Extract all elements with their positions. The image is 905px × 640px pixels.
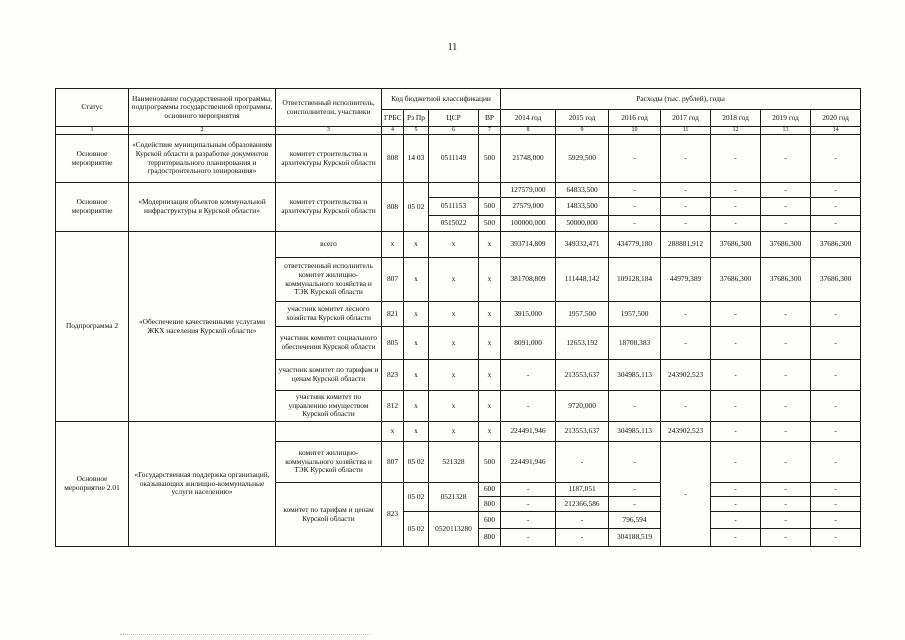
csr-cell: 0520113280 <box>429 512 479 547</box>
table-row <box>56 183 861 198</box>
vr-cell: 800 <box>479 529 501 547</box>
value-cell: 14833,500 <box>556 198 609 216</box>
header-status: Статус <box>56 89 129 127</box>
value-cell: - <box>609 198 661 216</box>
value-cell: 8091,000 <box>501 327 556 360</box>
value-cell: - <box>811 483 861 497</box>
scan-artifact-line <box>120 634 370 636</box>
header-budget-code: Код бюджетной классификации <box>382 89 501 110</box>
grbs-cell: 821 <box>382 302 404 327</box>
header-year: 2016 год <box>609 110 661 127</box>
header-grbs: ГРБС <box>382 110 404 127</box>
value-cell: - <box>609 483 661 497</box>
value-cell: 243902,523 <box>661 360 711 391</box>
value-cell: - <box>711 216 761 232</box>
header-expenses: Расходы (тыс. рублей), годы <box>501 89 861 110</box>
value-cell: - <box>811 512 861 529</box>
csr-cell: х <box>429 327 479 360</box>
vr-cell: х <box>479 360 501 391</box>
value-cell: - <box>711 135 761 183</box>
column-number: 1 <box>56 127 129 135</box>
value-cell: 111448,142 <box>556 258 609 302</box>
value-cell: 1957,500 <box>556 302 609 327</box>
executor-cell <box>276 422 382 442</box>
csr-cell: 0511153 <box>429 198 479 216</box>
value-cell: 243902,523 <box>661 422 711 442</box>
rzpr-cell: х <box>404 327 429 360</box>
column-number: 11 <box>661 127 711 135</box>
column-number: 3 <box>276 127 382 135</box>
csr-cell: х <box>429 258 479 302</box>
rzpr-cell: х <box>404 258 429 302</box>
value-cell: - <box>711 327 761 360</box>
vr-cell: х <box>479 391 501 422</box>
value-cell: - <box>711 183 761 198</box>
vr-cell: 600 <box>479 483 501 497</box>
value-cell: - <box>609 135 661 183</box>
value-cell: - <box>811 391 861 422</box>
value-cell: - <box>501 512 556 529</box>
column-number: 9 <box>556 127 609 135</box>
csr-cell: 0521328 <box>429 483 479 512</box>
value-cell: - <box>711 512 761 529</box>
value-cell: 12653,192 <box>556 327 609 360</box>
value-cell: 5929,500 <box>556 135 609 183</box>
value-cell-merged-2017: - <box>661 442 711 547</box>
rzpr-cell: 05 02 <box>404 442 429 483</box>
value-cell: - <box>556 529 609 547</box>
value-cell: 44979,389 <box>661 258 711 302</box>
grbs-cell: 812 <box>382 391 404 422</box>
csr-cell: 0515022 <box>429 216 479 232</box>
vr-cell: 600 <box>479 512 501 529</box>
vr-cell: 500 <box>479 442 501 483</box>
value-cell: - <box>711 391 761 422</box>
rzpr-cell: 14 03 <box>404 135 429 183</box>
value-cell: 224491,946 <box>501 442 556 483</box>
value-cell: - <box>661 327 711 360</box>
program-name-cell: «Содействие муниципальным образованиям Курской области в разработке документов территориального планирования и градостроительного зонирования» <box>129 135 276 183</box>
value-cell: - <box>711 360 761 391</box>
grbs-cell: 807 <box>382 258 404 302</box>
table-row <box>56 232 861 258</box>
value-cell: - <box>761 483 811 497</box>
value-cell: - <box>811 198 861 216</box>
rzpr-cell: х <box>404 232 429 258</box>
value-cell: - <box>811 529 861 547</box>
grbs-cell: х <box>382 422 404 442</box>
value-cell: 109128,184 <box>609 258 661 302</box>
value-cell: - <box>761 422 811 442</box>
value-cell: - <box>609 442 661 483</box>
value-cell: - <box>761 442 811 483</box>
value-cell: 434779,180 <box>609 232 661 258</box>
csr-cell <box>429 183 479 198</box>
value-cell: - <box>761 497 811 512</box>
value-cell: - <box>711 529 761 547</box>
value-cell: - <box>761 302 811 327</box>
rzpr-cell: х <box>404 391 429 422</box>
value-cell: - <box>661 135 711 183</box>
value-cell: 288881,912 <box>661 232 711 258</box>
value-cell: - <box>711 442 761 483</box>
grbs-cell: х <box>382 232 404 258</box>
header-year: 2019 год <box>761 110 811 127</box>
column-number: 5 <box>404 127 429 135</box>
csr-cell: 0511149 <box>429 135 479 183</box>
value-cell: 212366,586 <box>556 497 609 512</box>
executor-cell: комитет строительства и архитектуры Курской области <box>276 135 382 183</box>
value-cell: 1187,051 <box>556 483 609 497</box>
value-cell: 304985,113 <box>609 422 661 442</box>
header-row <box>56 89 861 110</box>
value-cell: - <box>609 497 661 512</box>
value-cell: 37686,300 <box>761 258 811 302</box>
value-cell: 27579,000 <box>501 198 556 216</box>
value-cell: - <box>761 512 811 529</box>
header-executor: Ответственный исполнитель, соисполнители, участники <box>276 89 382 127</box>
value-cell: 37686,300 <box>711 258 761 302</box>
grbs-cell: 805 <box>382 327 404 360</box>
vr-cell: 500 <box>479 135 501 183</box>
value-cell: - <box>711 483 761 497</box>
value-cell: - <box>761 391 811 422</box>
executor-cell: ответственный исполнитель комитет жилищно-коммунального хозяйства и ТЭК Курской области <box>276 258 382 302</box>
value-cell: - <box>761 135 811 183</box>
value-cell: - <box>556 512 609 529</box>
page-number: 11 <box>447 42 458 53</box>
value-cell: - <box>761 327 811 360</box>
value-cell: - <box>811 302 861 327</box>
status-cell: Подпрограмма 2 <box>56 232 129 422</box>
column-number: 13 <box>761 127 811 135</box>
column-number: 4 <box>382 127 404 135</box>
value-cell: 1957,500 <box>609 302 661 327</box>
vr-cell: х <box>479 327 501 360</box>
vr-cell: 500 <box>479 198 501 216</box>
value-cell: 21748,000 <box>501 135 556 183</box>
value-cell: - <box>556 442 609 483</box>
program-name-cell: «Модернизация объектов коммунальной инфраструктуры в Курской области» <box>129 183 276 232</box>
value-cell: - <box>711 302 761 327</box>
value-cell: - <box>761 360 811 391</box>
value-cell: 349332,471 <box>556 232 609 258</box>
value-cell: - <box>761 183 811 198</box>
value-cell: 64833,500 <box>556 183 609 198</box>
header-year: 2017 год <box>661 110 711 127</box>
csr-cell: х <box>429 360 479 391</box>
status-cell: Основное мероприятие 2.01 <box>56 422 129 547</box>
value-cell: 393714,809 <box>501 232 556 258</box>
value-cell: 37686,300 <box>811 258 861 302</box>
value-cell: 304985,113 <box>609 360 661 391</box>
table-row <box>56 422 861 442</box>
grbs-cell: 807 <box>382 442 404 483</box>
column-number: 12 <box>711 127 761 135</box>
value-cell: - <box>661 198 711 216</box>
value-cell: - <box>811 442 861 483</box>
value-cell: 304188,519 <box>609 529 661 547</box>
value-cell: - <box>711 422 761 442</box>
value-cell: 37686,300 <box>811 232 861 258</box>
value-cell: - <box>811 183 861 198</box>
value-cell: - <box>661 216 711 232</box>
value-cell: - <box>661 183 711 198</box>
header-year: 2018 год <box>711 110 761 127</box>
value-cell: 796,594 <box>609 512 661 529</box>
value-cell: - <box>609 391 661 422</box>
header-csr: ЦСР <box>429 110 479 127</box>
executor-cell: участник комитет по управлению имуществом Курской области <box>276 391 382 422</box>
grbs-cell: 808 <box>382 183 404 232</box>
value-cell: 381708,809 <box>501 258 556 302</box>
rzpr-cell: х <box>404 360 429 391</box>
vr-cell: х <box>479 258 501 302</box>
value-cell: - <box>501 360 556 391</box>
value-cell: 3915,000 <box>501 302 556 327</box>
csr-cell: 521328 <box>429 442 479 483</box>
value-cell: - <box>711 497 761 512</box>
value-cell: 127579,000 <box>501 183 556 198</box>
grbs-cell: 823 <box>382 483 404 547</box>
column-number-row <box>56 127 861 135</box>
value-cell: - <box>609 216 661 232</box>
value-cell: 213553,637 <box>556 360 609 391</box>
value-cell: 213553,637 <box>556 422 609 442</box>
header-rzpr: Рз Пр <box>404 110 429 127</box>
value-cell: - <box>811 216 861 232</box>
value-cell: 100000,000 <box>501 216 556 232</box>
program-name-cell: «Обеспечение качественными услугами ЖКХ населения Курской области» <box>129 232 276 422</box>
value-cell: - <box>811 327 861 360</box>
column-number: 8 <box>501 127 556 135</box>
value-cell: - <box>501 483 556 497</box>
value-cell: 9720,000 <box>556 391 609 422</box>
budget-table <box>55 88 861 547</box>
header-year: 2014 год <box>501 110 556 127</box>
value-cell: - <box>811 360 861 391</box>
value-cell: - <box>711 198 761 216</box>
grbs-cell: 823 <box>382 360 404 391</box>
value-cell: - <box>501 391 556 422</box>
value-cell: - <box>501 529 556 547</box>
value-cell: - <box>811 135 861 183</box>
value-cell: - <box>761 216 811 232</box>
rzpr-cell: х <box>404 422 429 442</box>
rzpr-cell: х <box>404 302 429 327</box>
value-cell: - <box>501 497 556 512</box>
executor-cell: участник комитет по тарифам и ценам Курской области <box>276 360 382 391</box>
executor-cell: комитет по тарифам и ценам Курской области <box>276 483 382 547</box>
executor-cell: участник комитет лесного хозяйства Курской области <box>276 302 382 327</box>
program-name-cell: «Государственная поддержка организаций, оказывающих жилищно-коммунальные услуги населению» <box>129 422 276 547</box>
column-number: 6 <box>429 127 479 135</box>
csr-cell: х <box>429 302 479 327</box>
column-number: 7 <box>479 127 501 135</box>
value-cell: - <box>811 422 861 442</box>
vr-cell: х <box>479 232 501 258</box>
header-program-name: Наименование государственной программы, подпрограммы государственной программы, основного мероприятия <box>129 89 276 127</box>
value-cell: 37686,300 <box>761 232 811 258</box>
value-cell: - <box>811 497 861 512</box>
executor-cell: комитет жилищно-коммунального хозяйства и ТЭК Курской области <box>276 442 382 483</box>
csr-cell: х <box>429 422 479 442</box>
csr-cell: х <box>429 232 479 258</box>
rzpr-cell: 05 02 <box>404 183 429 232</box>
column-number: 14 <box>811 127 861 135</box>
value-cell: 18708,383 <box>609 327 661 360</box>
value-cell: - <box>661 302 711 327</box>
executor-cell: участник комитет социального обеспечения Курской области <box>276 327 382 360</box>
rzpr-cell: 05 02 <box>404 483 429 512</box>
status-cell: Основное мероприятие <box>56 135 129 183</box>
executor-cell: комитет строительства и архитектуры Курской области <box>276 183 382 232</box>
csr-cell: х <box>429 391 479 422</box>
vr-cell <box>479 183 501 198</box>
value-cell: - <box>761 198 811 216</box>
status-cell: Основное мероприятие <box>56 183 129 232</box>
column-number: 10 <box>609 127 661 135</box>
vr-cell: 800 <box>479 497 501 512</box>
value-cell: - <box>761 529 811 547</box>
value-cell: - <box>609 183 661 198</box>
header-vr: ВР <box>479 110 501 127</box>
vr-cell: х <box>479 302 501 327</box>
executor-cell: всего <box>276 232 382 258</box>
header-year: 2015 год <box>556 110 609 127</box>
value-cell: 224491,946 <box>501 422 556 442</box>
value-cell: 37686,300 <box>711 232 761 258</box>
value-cell: 50000,000 <box>556 216 609 232</box>
vr-cell: 500 <box>479 216 501 232</box>
rzpr-cell: 05 02 <box>404 512 429 547</box>
grbs-cell: 808 <box>382 135 404 183</box>
header-year: 2020 год <box>811 110 861 127</box>
column-number: 2 <box>129 127 276 135</box>
vr-cell: х <box>479 422 501 442</box>
table-row <box>56 135 861 183</box>
value-cell: - <box>661 391 711 422</box>
